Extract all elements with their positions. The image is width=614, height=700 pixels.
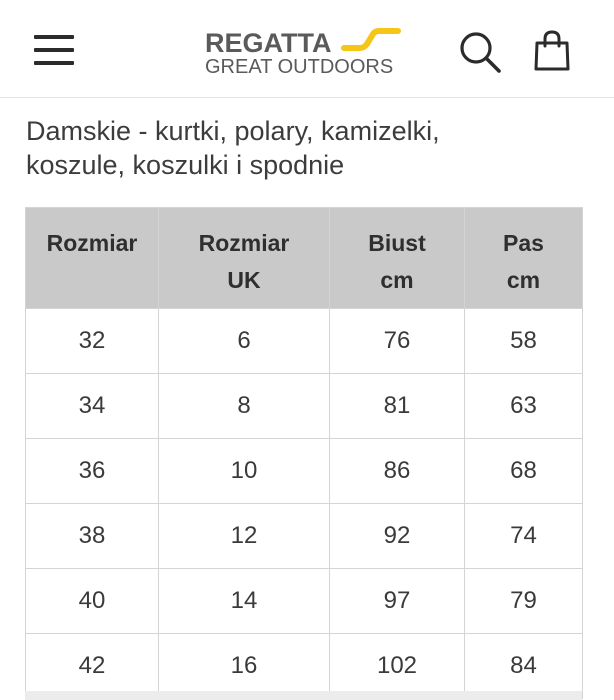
table-cell: 42 bbox=[26, 634, 159, 699]
table-cell: 63 bbox=[465, 374, 583, 439]
table-cell: 8 bbox=[159, 374, 330, 439]
page-title bbox=[26, 114, 596, 182]
column-header-unit: cm bbox=[506, 267, 541, 293]
page-title-line-2: koszule, koszulki i spodnie bbox=[26, 150, 345, 180]
table-cell: 14 bbox=[159, 569, 330, 634]
table-cell: 38 bbox=[26, 504, 159, 569]
table-cell: 74 bbox=[465, 504, 583, 569]
site-header bbox=[0, 0, 614, 98]
column-header-text: Biust bbox=[368, 230, 426, 256]
table-cell: 79 bbox=[465, 569, 583, 634]
page-title-line-1: Damskie - kurtki, polary, kamizelki, bbox=[26, 116, 440, 146]
table-cell: 81 bbox=[330, 374, 465, 439]
column-header-unit: cm bbox=[380, 267, 414, 293]
column-header-size bbox=[26, 208, 159, 309]
table-cell: 6 bbox=[159, 309, 330, 374]
column-header-text: Rozmiar bbox=[198, 230, 290, 256]
table-next-row-edge bbox=[25, 691, 582, 700]
table-cell: 86 bbox=[330, 439, 465, 504]
table-cell: 12 bbox=[159, 504, 330, 569]
table-row bbox=[26, 504, 583, 569]
logo-tagline: GREAT OUTDOORS bbox=[205, 56, 394, 78]
regatta-logo[interactable] bbox=[204, 26, 404, 80]
table-cell: 58 bbox=[465, 309, 583, 374]
menu-icon[interactable] bbox=[34, 32, 74, 66]
column-header-waist bbox=[465, 208, 583, 309]
column-header-text: Rozmiar bbox=[46, 230, 138, 256]
table-row bbox=[26, 634, 583, 699]
table-row bbox=[26, 309, 583, 374]
table-cell: 32 bbox=[26, 309, 159, 374]
table-cell: 102 bbox=[330, 634, 465, 699]
table-row bbox=[26, 374, 583, 439]
column-header-text: Pas bbox=[503, 230, 544, 256]
table-cell: 36 bbox=[26, 439, 159, 504]
size-chart-table bbox=[25, 207, 583, 699]
column-header-bust bbox=[330, 208, 465, 309]
table-row bbox=[26, 569, 583, 634]
column-header-unit: UK bbox=[227, 267, 261, 293]
table-cell: 76 bbox=[330, 309, 465, 374]
regatta-wave-icon bbox=[340, 26, 404, 58]
column-header-uk-size bbox=[159, 208, 330, 309]
logo-wordmark: REGATTA bbox=[205, 28, 332, 58]
table-cell: 34 bbox=[26, 374, 159, 439]
shopping-bag-icon[interactable] bbox=[532, 30, 572, 72]
table-cell: 40 bbox=[26, 569, 159, 634]
table-cell: 84 bbox=[465, 634, 583, 699]
table-header-row bbox=[26, 208, 583, 309]
table-row bbox=[26, 439, 583, 504]
search-icon[interactable] bbox=[458, 30, 502, 74]
table-cell: 10 bbox=[159, 439, 330, 504]
table-cell: 97 bbox=[330, 569, 465, 634]
table-cell: 68 bbox=[465, 439, 583, 504]
table-cell: 92 bbox=[330, 504, 465, 569]
table-cell: 16 bbox=[159, 634, 330, 699]
